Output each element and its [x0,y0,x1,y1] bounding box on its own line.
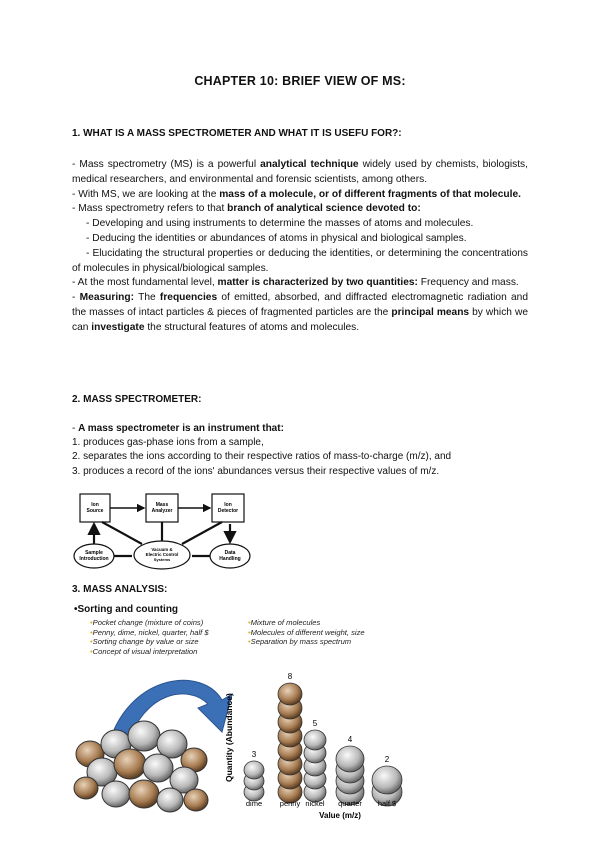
bullet-item: •Pocket change (mixture of coins) [90,618,204,627]
tick-label: nickel [305,799,325,808]
section-2-list [72,422,532,479]
mass-spectrometer-diagram [72,490,252,572]
bullet-item: •Penny, dime, nickel, quarter, half $ [90,627,209,637]
bullet-item: •Sorting change by value or size [90,637,199,647]
sub-item: - Developing and using instruments to determine the masses of atoms and molecules. [86,218,474,230]
mass-analyzer-label: Mass [155,502,169,508]
section-1-body [72,158,528,336]
data-label: 3 [251,750,257,759]
y-axis-label: Quantity (Abundance) [224,693,234,782]
list-item: 1. produces gas-phase ions from a sample, [72,437,264,449]
list-lead: - A mass spectrometer is an instrument that: [72,423,284,434]
bullet-item: •Concept of visual interpretation [90,646,198,656]
bullet-item: •Molecules of different weight, size [248,627,365,637]
sub-item: - Elucidating the structural properties or deducing the identities, or determining the concentrations of molecules in physical/biological samples. [72,247,528,274]
page-title: CHAPTER 10: BRIEF VIEW OF MS: [194,74,406,88]
ion-source-label: Ion [91,502,99,508]
x-axis-label: Value (m/z) [319,811,361,820]
tick-label: dime [245,799,263,808]
bullet-item: •Mixture of molecules [248,618,321,627]
data-label: 5 [312,719,318,728]
vacuum-label: Systems [153,557,171,562]
coin-pile [74,721,208,812]
ion-detector-label: Detector [217,508,239,514]
paragraph: - With MS, we are looking at the mass of a molecule, or of different fragments of that molecule. [72,188,521,200]
coin-stack-quarter [336,746,364,805]
data-label: 2 [384,755,390,764]
ion-detector-label: Ion [224,502,232,508]
list-item: 2. separates the ions according to their respective ratios of mass-to-charge (m/z), and [72,451,452,463]
vacuum-label: Electric Control [145,552,179,557]
coin-stack-nickel [304,730,326,802]
list-item: 3. produces a record of the ions' abundances versus their respective values of m/z. [72,465,440,477]
tick-label: penny [279,799,301,808]
coin-stack-dime [244,761,264,801]
paragraph: - Mass spectrometry (MS) is a powerful analytical technique widely used by chemists, biologists, medical researchers, and environmental and forensic scientists, among others. [72,159,528,185]
coin-sorting-illustration [72,604,472,824]
connector-line [182,522,222,544]
data-label: 4 [347,735,353,744]
section-2-heading: 2. MASS SPECTROMETER: [72,394,202,405]
sample-intro-label: Introduction [79,556,109,562]
paragraph: - At the most fundamental level, matter is characterized by two quantities: Frequency and mass. [72,277,519,289]
bullet-item: •Separation by mass spectrum [248,637,352,647]
tick-label: half $ [377,799,397,808]
sub-item: - Deducing the identities or abundances of atoms in physical and biological samples. [86,232,467,244]
section-1-heading: 1. WHAT IS A MASS SPECTROMETER AND WHAT IT IS USEFU FOR?: [72,128,402,139]
data-handling-label: Handling [219,556,241,562]
paragraph: - Measuring: The frequencies of emitted, absorbed, and diffracted electromagnetic radiation and the masses of intact particles & pieces of fragmented particles are the principal means by which we can investigate the structural features of atoms and molecules. [72,292,528,333]
tick-label: quarter [338,799,362,808]
vacuum-label: Vacuum & [151,547,173,552]
mass-analyzer-label: Analyzer [151,508,173,514]
data-label: 8 [287,672,293,681]
sample-intro-label: Sample [85,550,103,556]
coin-stack-penny [278,683,302,803]
mass-analysis-figure [72,604,472,824]
ion-source-label: Source [86,508,104,514]
paragraph: - Mass spectrometry refers to that branch of analytical science devoted to: [72,203,421,215]
section-3-heading: 3. MASS ANALYSIS: [72,584,168,595]
figure-heading: •Sorting and counting [74,604,179,615]
connector-line [102,522,142,544]
data-handling-label: Data [224,550,236,556]
